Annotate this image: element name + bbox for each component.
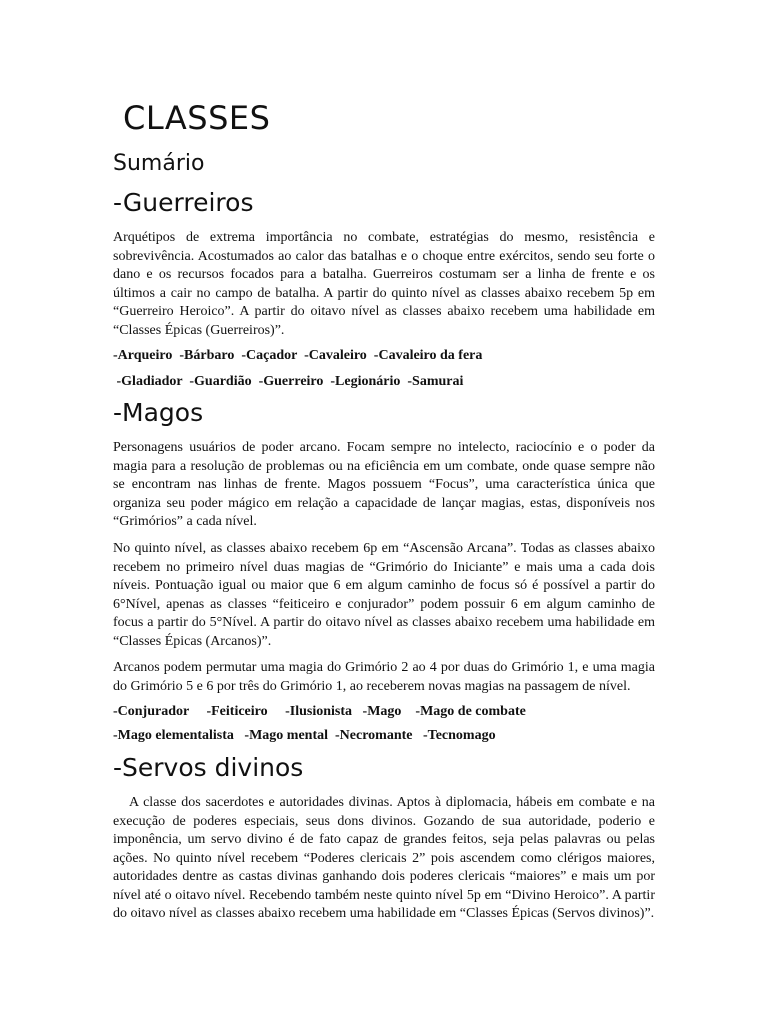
guerreiros-class-list-1: -Arqueiro -Bárbaro -Caçador -Cavaleiro -Cavaleiro da fera — [113, 348, 483, 363]
summary-heading: Sumário — [113, 151, 205, 176]
guerreiros-paragraph: Arquétipos de extrema importância no combate, estratégias do mesmo, resistência e sobrevivência. Acostumados ao calor das batalhas e o choque entre exércitos, sendo seu forte o dano e os recursos focados para a batalha. Guerreiros costumam ser a linha de frente e os últimos a cair no campo de batalha. A partir do quinto nível as classes abaixo recebem 5p em “Guerreiro Heroico”. A partir do oitavo nível as classes abaixo recebem uma habilidade em “Classes Épicas (Guerreiros)”. — [113, 230, 655, 338]
magos-class-list-2: -Mago elementalista -Mago mental -Necromante -Tecnomago — [113, 728, 496, 743]
magos-paragraph-2: No quinto nível, as classes abaixo recebem 6p em “Ascensão Arcana”. Todas as classes abaixo recebem no primeiro nível duas magias de “Grimório do Iniciante” e mais uma a cada dois níveis. Pontuação igual ou maior que 6 em algum caminho de focus só é possível a partir do 6°Nível, apenas as classes “feiticeiro e conjurador” podem possuir 6 em algum caminho de focus a partir do 5°Nível. A partir do oitavo nível as classes abaixo recebem uma habilidade em “Classes Épicas (Arcanos)”. — [113, 541, 655, 649]
servos-divinos-paragraph: A classe dos sacerdotes e autoridades divinas. Aptos à diplomacia, hábeis em combate e na execução de poderes especiais, seus dons divinos. Gozando de sua autoridade, poderio e imponência, um servo divino é de fato capaz de grandes feitos, seja pelas palavras ou pelas ações. No quinto nível recebem “Poderes clericais 2” pois ascendem como clérigos maiores, autoridades dentre as castas divinas ganhando dois poderes clericais “maiores” e mais um por nível até o oitavo nível. Recebendo também neste quinto nível 5p em “Divino Heroico”. A partir do oitavo nível as classes abaixo recebem uma habilidade em “Classes Épicas (Servos divinos)”. — [113, 795, 655, 921]
section-heading-magos: -Magos — [113, 398, 204, 427]
magos-paragraph-1: Personagens usuários de poder arcano. Focam sempre no intelecto, raciocínio e o poder da magia para a resolução de problemas ou na eficiência em um combate, onde quase sempre não se encontram nas linhas de frente. Magos possuem “Focus”, uma característica única que organiza seu poder mágico em relação a capacidade de lançar magias, estas, disponíveis nos “Grimórios” a cada nível. — [113, 440, 655, 529]
section-heading-guerreiros: -Guerreiros — [113, 188, 254, 217]
guerreiros-class-list-2: -Gladiador -Guardião -Guerreiro -Legionário -Samurai — [113, 374, 464, 389]
section-heading-servos-divinos: -Servos divinos — [113, 753, 304, 782]
magos-class-list-1: -Conjurador -Feiticeiro -Ilusionista -Mago -Mago de combate — [113, 704, 526, 719]
page-title: CLASSES — [123, 99, 271, 137]
magos-paragraph-3: Arcanos podem permutar uma magia do Grimório 2 ao 4 por duas do Grimório 1, e uma magia do Grimório 5 e 6 por três do Grimório 1, ao receberem novas magias na passagem de nível. — [113, 660, 655, 694]
